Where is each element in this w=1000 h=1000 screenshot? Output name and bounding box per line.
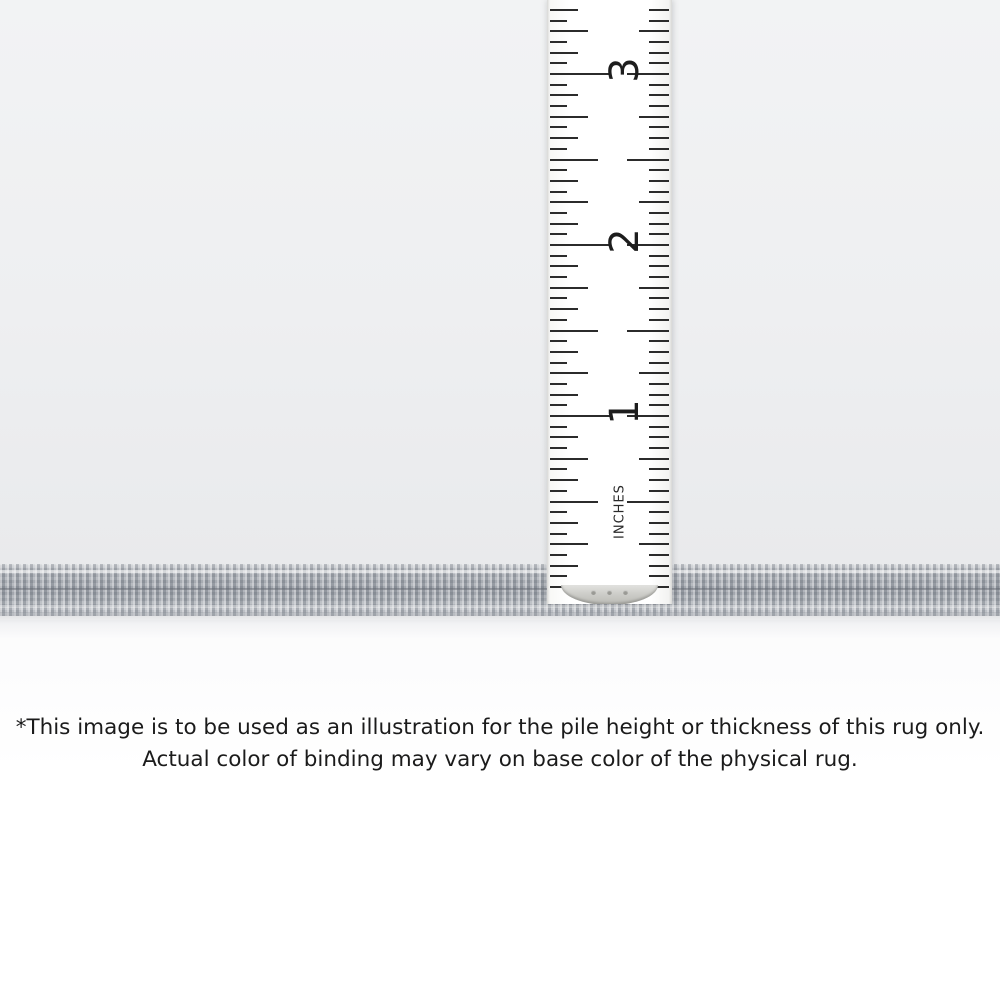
ruler-tick	[550, 522, 578, 524]
ruler-tick	[649, 383, 669, 385]
ruler-tick	[550, 180, 578, 182]
ruler-tick	[550, 148, 567, 150]
ruler-tick	[649, 126, 669, 128]
ruler-tick	[550, 137, 578, 139]
ruler-tip-rivet-right	[623, 590, 628, 595]
ruler-tick	[639, 372, 669, 374]
ruler-tick	[550, 159, 598, 161]
ruler-tick	[550, 105, 567, 107]
ruler-tick	[550, 52, 578, 54]
ruler-tick	[639, 543, 669, 545]
ruler-tick	[550, 116, 588, 118]
ruler-tick	[550, 94, 578, 96]
ruler-tick	[649, 233, 669, 235]
ruler-tick	[649, 565, 669, 567]
ruler-tick	[649, 404, 669, 406]
ruler-tick	[550, 297, 567, 299]
ruler-tick	[550, 244, 610, 246]
ruler-tick	[649, 490, 669, 492]
disclaimer-line-1: *This image is to be used as an illustration for the pile height or thickness of this rug only.	[15, 715, 985, 740]
ruler-tick	[550, 447, 567, 449]
ruler-tick	[639, 201, 669, 203]
ruler-tick	[649, 94, 669, 96]
ruler-tick	[550, 383, 567, 385]
ruler-tick	[639, 30, 669, 32]
ruler-tick	[649, 148, 669, 150]
ruler-tick	[550, 330, 598, 332]
ruler-tick	[649, 84, 669, 86]
rug-binding-edge	[0, 564, 1000, 616]
ruler-tick	[649, 340, 669, 342]
ruler-tick	[550, 126, 567, 128]
ruler-tick	[550, 565, 578, 567]
ruler-tick	[550, 490, 567, 492]
ruler-tick	[649, 191, 669, 193]
ruler-tick	[639, 116, 669, 118]
ruler-tick	[550, 212, 567, 214]
ruler-tick	[649, 426, 669, 428]
ruler-tick	[550, 265, 578, 267]
disclaimer-line-2: Actual color of binding may vary on base color of the physical rug.	[142, 747, 858, 772]
ruler-tick	[550, 308, 578, 310]
ruler-tick	[649, 180, 669, 182]
ruler-unit-label: INCHES	[612, 483, 628, 539]
ruler-tick	[550, 169, 567, 171]
ruler-tick	[649, 52, 669, 54]
ruler-tick	[649, 447, 669, 449]
ruler-tick	[649, 575, 669, 577]
ruler-tick	[550, 404, 567, 406]
ruler-tick	[627, 159, 669, 161]
ruler-tick	[627, 330, 669, 332]
illustration-disclaimer	[0, 712, 1000, 776]
ruler-tick	[550, 394, 578, 396]
ruler-tick	[649, 511, 669, 513]
ruler-tick	[649, 554, 669, 556]
ruler-tick	[649, 223, 669, 225]
ruler-tick	[550, 30, 588, 32]
ruler-tick	[649, 169, 669, 171]
ruler-tick	[550, 501, 598, 503]
ruler-tick	[649, 308, 669, 310]
ruler-tick	[627, 501, 669, 503]
ruler-tick	[550, 233, 567, 235]
ruler-tick	[649, 362, 669, 364]
ruler-tick	[550, 511, 567, 513]
ruler-tick	[550, 41, 567, 43]
ruler-tick	[550, 340, 567, 342]
ruler-tick	[649, 137, 669, 139]
ruler-right-edge	[669, 0, 672, 604]
ruler-tick	[550, 362, 567, 364]
ruler-tick	[649, 105, 669, 107]
ruler-tick	[649, 297, 669, 299]
ruler-tick	[649, 319, 669, 321]
ruler-tick	[550, 554, 567, 556]
ruler-tick	[639, 458, 669, 460]
ruler-tick	[550, 287, 588, 289]
ruler-tick	[649, 468, 669, 470]
ruler-tick	[649, 20, 669, 22]
ruler-tick	[649, 255, 669, 257]
ruler-tick	[550, 575, 567, 577]
ruler-tick	[649, 351, 669, 353]
ruler-tick	[649, 212, 669, 214]
ruler-tick	[550, 73, 610, 75]
ruler-tick	[550, 351, 578, 353]
ruler-tick	[550, 276, 567, 278]
ruler-tick	[649, 265, 669, 267]
ruler-tick	[550, 479, 578, 481]
ruler-tick	[649, 9, 669, 11]
ruler-tick	[649, 41, 669, 43]
ruler-tick	[550, 84, 567, 86]
ruler-tick	[649, 436, 669, 438]
rug-highlight-line-top	[0, 570, 1000, 573]
ruler-tick	[550, 319, 567, 321]
ruler-tick	[550, 201, 588, 203]
ruler-tick	[550, 543, 588, 545]
ruler	[547, 0, 672, 604]
ruler-tick	[550, 436, 578, 438]
ruler-tick	[550, 9, 578, 11]
ruler-tick	[649, 479, 669, 481]
ruler-tick	[649, 522, 669, 524]
ruler-tick	[550, 372, 588, 374]
ruler-tick	[649, 62, 669, 64]
ruler-tick	[550, 468, 567, 470]
ruler-tip-rivet-left	[591, 590, 596, 595]
ruler-tip-rivet-center	[607, 590, 612, 595]
floor-contact-shadow	[0, 612, 1000, 638]
ruler-tick	[550, 415, 610, 417]
ruler-number-2: 2	[602, 228, 648, 254]
ruler-tick	[550, 458, 588, 460]
ruler-left-edge	[547, 0, 550, 604]
background-floor	[0, 620, 1000, 1000]
rug-shadow-line	[0, 588, 1000, 590]
ruler-tick	[649, 276, 669, 278]
ruler-tick	[639, 287, 669, 289]
ruler-tick	[550, 533, 567, 535]
ruler-tick	[550, 191, 567, 193]
ruler-tick	[550, 223, 578, 225]
ruler-number-1: 1	[602, 399, 648, 425]
ruler-tick	[550, 20, 567, 22]
ruler-tick	[550, 255, 567, 257]
ruler-metal-tip	[561, 585, 658, 604]
ruler-number-3: 3	[602, 57, 648, 83]
ruler-tick	[550, 426, 567, 428]
rug-highlight-line-bottom	[0, 605, 1000, 608]
ruler-tick	[550, 62, 567, 64]
ruler-tick	[649, 394, 669, 396]
ruler-tick	[649, 533, 669, 535]
